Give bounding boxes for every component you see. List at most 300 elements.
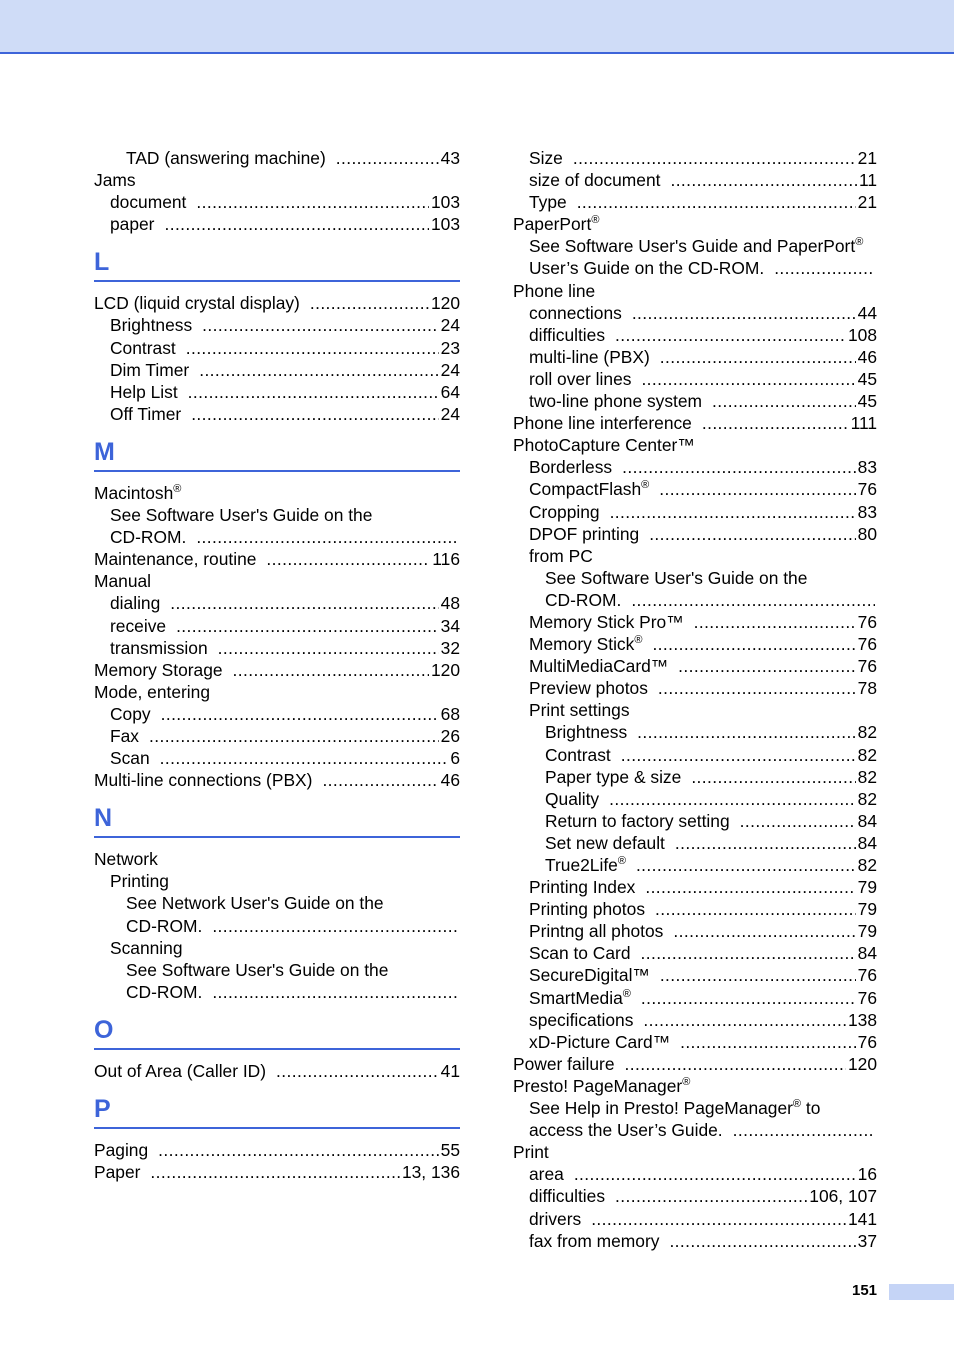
index-entry xyxy=(513,898,877,920)
index-entry xyxy=(513,147,877,169)
dot-leader xyxy=(660,346,856,368)
index-term-text: LCD (liquid crystal display) xyxy=(94,293,300,314)
page-reference: 37 xyxy=(857,1230,877,1251)
page-reference: 76 xyxy=(857,987,877,1008)
header-band xyxy=(0,0,954,54)
page-reference: 11 xyxy=(858,170,877,191)
index-term-text: from PC xyxy=(529,545,593,566)
registered-mark: ® xyxy=(173,483,182,496)
dot-leader xyxy=(669,1230,855,1252)
section-letter-p: P xyxy=(94,1084,460,1129)
index-term-text: Type xyxy=(529,192,567,213)
page-reference: 41 xyxy=(440,1060,460,1081)
index-term-text: See Software User's Guide on the xyxy=(110,505,373,526)
index-entry xyxy=(513,766,877,788)
index-entry xyxy=(94,703,460,725)
index-term xyxy=(94,548,256,570)
index-term xyxy=(110,359,189,381)
dot-leader xyxy=(218,637,439,659)
index-entry xyxy=(513,523,877,545)
index-entry xyxy=(513,964,877,986)
index-term xyxy=(529,1163,564,1185)
index-term-text: difficulties xyxy=(529,1186,606,1207)
index-term xyxy=(529,942,631,964)
index-term xyxy=(94,848,158,870)
index-term-text: True2Life xyxy=(545,855,618,875)
index-term-text: CD-ROM. xyxy=(126,981,203,1002)
index-term-text: CD-ROM. xyxy=(126,915,203,936)
dot-leader xyxy=(191,403,438,425)
index-entry xyxy=(94,592,460,614)
index-term xyxy=(110,337,176,359)
index-term xyxy=(529,501,600,523)
index-entry xyxy=(513,368,877,390)
index-term xyxy=(529,346,650,368)
index-term xyxy=(110,637,208,659)
dot-leader xyxy=(636,854,856,876)
page-reference: 24 xyxy=(440,315,460,336)
page-reference: 76 xyxy=(857,1031,877,1052)
dot-leader xyxy=(733,1119,875,1141)
index-term-text: Scan to Card xyxy=(529,943,631,964)
dot-leader xyxy=(675,832,856,854)
page-reference: 16 xyxy=(857,1164,877,1185)
index-term xyxy=(529,523,639,545)
index-entry xyxy=(513,1230,877,1252)
page-reference: 76 xyxy=(857,656,877,677)
index-term xyxy=(94,570,151,592)
index-entry xyxy=(94,959,460,981)
dot-leader xyxy=(609,788,856,810)
index-term-text: Mode, entering xyxy=(94,681,211,702)
page-reference: 21 xyxy=(857,192,877,213)
index-entry xyxy=(94,1161,460,1183)
page-reference: 106, 107 xyxy=(809,1186,877,1207)
registered-mark: ® xyxy=(641,479,650,492)
index-term xyxy=(110,725,139,747)
index-term-text: Contrast xyxy=(545,744,611,765)
index-entry xyxy=(94,892,460,914)
index-term-text: Help List xyxy=(110,381,178,402)
index-term-text: Jams xyxy=(94,170,136,191)
index-term xyxy=(513,434,695,456)
index-term xyxy=(110,615,166,637)
index-term xyxy=(110,314,192,336)
page-reference: 108 xyxy=(847,324,877,345)
index-term xyxy=(513,213,599,235)
index-term-text: Quality xyxy=(545,788,600,809)
index-entry xyxy=(513,302,877,324)
index-term-text: See Software User's Guide on the xyxy=(545,567,808,588)
index-term xyxy=(94,659,223,681)
page-reference: 32 xyxy=(440,637,460,658)
index-entry xyxy=(94,570,460,592)
index-column-left xyxy=(94,147,460,1183)
index-entry xyxy=(513,987,877,1009)
index-term-text: Manual xyxy=(94,571,152,592)
index-entry xyxy=(513,412,877,434)
dot-leader xyxy=(622,456,856,478)
index-term xyxy=(126,915,202,937)
index-entry xyxy=(513,788,877,810)
index-term-text: SmartMedia xyxy=(529,987,623,1008)
dot-leader xyxy=(660,964,856,986)
dot-leader xyxy=(740,810,856,832)
dot-leader xyxy=(170,592,438,614)
index-term-text: DPOF printing xyxy=(529,523,640,544)
index-term-text: CD-ROM. xyxy=(110,527,187,548)
index-term-text: Memory Stick Pro™ xyxy=(529,611,684,632)
index-term xyxy=(94,482,181,504)
index-term-text: Presto! PageManager xyxy=(513,1075,683,1096)
index-entry xyxy=(94,870,460,892)
index-term-text: See Network User's Guide on the xyxy=(126,893,384,914)
index-term xyxy=(529,191,567,213)
index-term xyxy=(94,1060,266,1082)
index-entry xyxy=(94,526,460,548)
dot-leader xyxy=(673,920,855,942)
dot-leader xyxy=(641,942,856,964)
index-entry xyxy=(513,611,877,633)
index-term xyxy=(529,1031,670,1053)
page-reference: 76 xyxy=(857,965,877,986)
index-term-text: Printing photos xyxy=(529,899,646,920)
page-reference: 79 xyxy=(857,899,877,920)
index-term xyxy=(529,876,635,898)
index-term-text-suffix: to xyxy=(801,1098,821,1119)
index-term-text: CompactFlash xyxy=(529,479,642,500)
index-entry xyxy=(94,1139,460,1161)
index-term xyxy=(94,681,210,703)
index-term xyxy=(110,870,169,892)
index-term xyxy=(529,545,593,567)
index-term-text: receive xyxy=(110,615,167,636)
dot-leader xyxy=(160,747,449,769)
index-term xyxy=(529,987,631,1009)
index-term-text: Memory Storage xyxy=(94,659,223,680)
dot-leader xyxy=(680,1031,856,1053)
index-term-text: Memory Stick xyxy=(529,634,635,655)
index-term xyxy=(545,810,730,832)
index-entry xyxy=(513,1163,877,1185)
index-term-text: SecureDigital™ xyxy=(529,965,650,986)
dot-leader xyxy=(631,589,875,611)
index-term-text: User’s Guide on the CD-ROM. xyxy=(529,258,765,279)
index-entry xyxy=(94,482,460,504)
index-entry xyxy=(94,548,460,570)
index-term xyxy=(529,1230,659,1252)
index-term-text: Phone line xyxy=(513,280,596,301)
index-term-text: Copy xyxy=(110,703,151,724)
dot-leader xyxy=(591,1208,846,1230)
dot-leader xyxy=(632,302,856,324)
index-term xyxy=(513,280,595,302)
dot-leader xyxy=(621,744,856,766)
index-term-text: Off Timer xyxy=(110,403,182,424)
index-term xyxy=(126,147,326,169)
index-column-right xyxy=(513,147,877,1252)
index-entry xyxy=(513,235,877,257)
index-term-text: Maintenance, routine xyxy=(94,549,257,570)
index-term-text: connections xyxy=(529,302,622,323)
dot-leader xyxy=(266,548,430,570)
dot-leader xyxy=(625,1053,846,1075)
index-term-text: roll over lines xyxy=(529,368,632,389)
index-entry xyxy=(94,359,460,381)
index-term xyxy=(529,257,764,279)
index-term-text: Power failure xyxy=(513,1053,615,1074)
index-entry xyxy=(94,615,460,637)
index-entry xyxy=(513,390,877,412)
page-reference: 6 xyxy=(450,748,460,769)
page-reference: 141 xyxy=(847,1208,877,1229)
page-reference: 76 xyxy=(857,479,877,500)
index-entry xyxy=(94,504,460,526)
index-term-text: Macintosh xyxy=(94,482,174,503)
page-reference: 84 xyxy=(857,832,877,853)
index-term-text: Size xyxy=(529,148,563,168)
index-term xyxy=(529,235,863,257)
dot-leader xyxy=(199,359,438,381)
index-term-text: Return to factory setting xyxy=(545,810,730,831)
index-term-text: paper xyxy=(110,214,155,235)
page-reference: 64 xyxy=(440,381,460,402)
index-entry xyxy=(94,147,460,169)
page-reference: 45 xyxy=(857,368,877,389)
dot-leader xyxy=(276,1060,439,1082)
index-term-text: Print xyxy=(513,1142,549,1163)
index-entry xyxy=(513,1031,877,1053)
index-term xyxy=(110,191,186,213)
dot-leader xyxy=(774,257,875,279)
index-entry xyxy=(94,169,460,191)
dot-leader xyxy=(652,633,855,655)
index-term xyxy=(545,721,627,743)
dot-leader xyxy=(196,526,458,548)
index-term xyxy=(110,504,372,526)
index-entry xyxy=(513,213,877,235)
dot-leader xyxy=(678,655,855,677)
registered-mark: ® xyxy=(682,1076,691,1089)
index-term xyxy=(126,981,202,1003)
index-entry xyxy=(513,832,877,854)
index-term xyxy=(529,920,663,942)
dot-leader xyxy=(643,1009,846,1031)
page-reference: 103 xyxy=(430,214,460,235)
index-entry xyxy=(513,633,877,655)
dot-leader xyxy=(641,368,855,390)
page-reference: 76 xyxy=(857,634,877,655)
page-reference: 120 xyxy=(430,293,460,314)
page-reference: 84 xyxy=(857,943,877,964)
index-entry xyxy=(513,677,877,699)
index-term-text: difficulties xyxy=(529,324,606,345)
page-reference: 79 xyxy=(857,921,877,942)
index-term xyxy=(110,747,150,769)
index-term-text: Borderless xyxy=(529,457,613,478)
dot-leader xyxy=(150,1161,400,1183)
page-reference: 24 xyxy=(440,403,460,424)
index-entry xyxy=(513,478,877,500)
page-reference: 103 xyxy=(430,192,460,213)
page-reference: 48 xyxy=(440,593,460,614)
dot-leader xyxy=(645,876,855,898)
dot-leader xyxy=(670,169,856,191)
index-term-text: TAD (answering machine) xyxy=(126,148,326,168)
page-reference: 76 xyxy=(857,611,877,632)
index-term xyxy=(529,655,668,677)
index-term-text: PaperPort xyxy=(513,214,592,235)
page-reference: 21 xyxy=(857,148,877,168)
index-term-text: Multi-line connections (PBX) xyxy=(94,770,313,791)
page-reference: 68 xyxy=(440,703,460,724)
section-letter-o: O xyxy=(94,1005,460,1050)
page-reference: 83 xyxy=(857,457,877,478)
index-entry xyxy=(94,747,460,769)
index-entry xyxy=(94,314,460,336)
index-term xyxy=(529,964,650,986)
index-entry xyxy=(513,721,877,743)
index-term xyxy=(94,1161,140,1183)
registered-mark: ® xyxy=(855,236,864,249)
dot-leader xyxy=(637,721,855,743)
index-term xyxy=(529,1208,581,1230)
page-reference: 23 xyxy=(440,337,460,358)
page-reference: 80 xyxy=(857,523,877,544)
index-entry xyxy=(513,280,877,302)
index-entry xyxy=(513,1185,877,1207)
index-term-text: MultiMediaCard™ xyxy=(529,656,669,677)
dot-leader xyxy=(161,703,439,725)
index-entry xyxy=(513,854,877,876)
index-term xyxy=(529,1119,723,1141)
dot-leader xyxy=(186,337,439,359)
dot-leader xyxy=(212,981,458,1003)
index-entry xyxy=(94,659,460,681)
index-term xyxy=(110,381,178,403)
dot-leader xyxy=(164,213,429,235)
index-entry xyxy=(513,1009,877,1031)
index-term xyxy=(545,766,681,788)
index-entry xyxy=(94,848,460,870)
page-reference: 44 xyxy=(857,302,877,323)
registered-mark: ® xyxy=(792,1098,802,1111)
index-term-text: Printng all photos xyxy=(529,921,664,942)
index-term-text: Fax xyxy=(110,725,139,746)
index-term xyxy=(545,589,621,611)
section-letter-l: L xyxy=(94,237,460,282)
index-entry xyxy=(513,589,877,611)
index-term-text: See Software User's Guide on the xyxy=(126,959,389,980)
index-term-text: Paper xyxy=(94,1162,141,1183)
index-entry xyxy=(94,381,460,403)
index-entry xyxy=(513,810,877,832)
index-entry xyxy=(94,725,460,747)
page-reference: 45 xyxy=(857,391,877,412)
page-reference: 46 xyxy=(440,770,460,791)
index-term xyxy=(529,456,612,478)
index-term-text: transmission xyxy=(110,637,208,658)
dot-leader xyxy=(615,1185,807,1207)
index-term xyxy=(110,213,154,235)
page-reference: 82 xyxy=(857,855,877,875)
index-term xyxy=(529,633,642,655)
index-term xyxy=(529,1097,820,1119)
page-reference: 116 xyxy=(432,549,460,570)
index-term xyxy=(545,567,807,589)
index-term-text: Network xyxy=(94,849,158,870)
index-term xyxy=(529,390,702,412)
index-term xyxy=(94,769,312,791)
index-term xyxy=(110,526,186,548)
index-term xyxy=(529,169,660,191)
index-entry xyxy=(94,292,460,314)
page-tab xyxy=(889,1284,954,1300)
page-reference: 111 xyxy=(850,413,877,434)
registered-mark: ® xyxy=(622,987,631,1000)
index-term-text: drivers xyxy=(529,1208,582,1229)
dot-leader xyxy=(694,611,856,633)
dot-leader xyxy=(336,147,439,169)
index-term xyxy=(126,892,384,914)
index-term-text: access the User’s Guide. xyxy=(529,1120,723,1141)
page-number: 151 xyxy=(852,1282,878,1299)
index-term-text: size of document xyxy=(529,170,661,191)
page-reference: 55 xyxy=(440,1140,460,1160)
index-term xyxy=(529,147,563,169)
index-entry xyxy=(513,567,877,589)
index-term xyxy=(529,677,648,699)
index-entry xyxy=(94,769,460,791)
page-reference: 43 xyxy=(440,148,460,168)
index-term-text: Scan xyxy=(110,748,150,769)
index-entry xyxy=(513,942,877,964)
index-term-text: Set new default xyxy=(545,832,665,853)
index-entry xyxy=(513,699,877,721)
index-entry xyxy=(94,637,460,659)
index-term-text: Brightness xyxy=(110,315,193,336)
page-reference: 78 xyxy=(857,678,877,699)
registered-mark: ® xyxy=(617,855,626,868)
index-term xyxy=(545,744,611,766)
page-reference: 120 xyxy=(430,659,460,680)
dot-leader xyxy=(322,769,438,791)
index-term xyxy=(126,959,388,981)
index-term xyxy=(513,1141,549,1163)
index-term xyxy=(529,611,684,633)
index-entry xyxy=(513,920,877,942)
dot-leader xyxy=(649,523,855,545)
index-entry xyxy=(513,346,877,368)
index-term xyxy=(529,1185,605,1207)
index-term xyxy=(94,169,136,191)
index-entry xyxy=(513,1097,877,1119)
index-term xyxy=(529,699,630,721)
index-term xyxy=(94,1139,148,1161)
dot-leader xyxy=(712,390,856,412)
page-reference: 79 xyxy=(857,877,877,898)
index-term-text: Scanning xyxy=(110,937,183,958)
page-reference: 13, 136 xyxy=(401,1162,460,1183)
index-term xyxy=(94,292,300,314)
index-term-text: xD-Picture Card™ xyxy=(529,1031,671,1052)
dot-leader xyxy=(176,615,439,637)
dot-leader xyxy=(233,659,429,681)
page-reference: 26 xyxy=(440,725,460,746)
page-reference: 82 xyxy=(857,722,877,743)
index-term xyxy=(545,832,665,854)
index-entry xyxy=(94,213,460,235)
